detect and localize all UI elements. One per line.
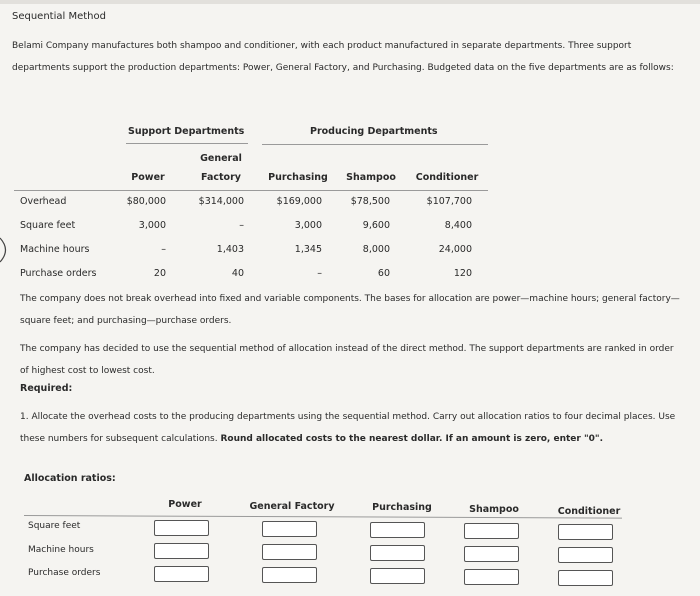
ratio-input-conditioner-machine-hours[interactable] bbox=[558, 547, 613, 563]
ratio-col-purchasing: Purchasing bbox=[372, 502, 432, 513]
cell: 60 bbox=[377, 268, 390, 279]
cell: 120 bbox=[453, 268, 472, 279]
ratio-input-conditioner-square-feet[interactable] bbox=[558, 524, 613, 540]
ratio-input-shampoo-square-feet[interactable] bbox=[464, 523, 519, 539]
support-departments-header: Support Departments bbox=[128, 126, 245, 137]
page-title: Sequential Method bbox=[12, 11, 106, 22]
cell: – bbox=[161, 244, 166, 255]
producing-rule bbox=[262, 144, 488, 145]
ratio-input-general-factory-machine-hours[interactable] bbox=[262, 544, 317, 560]
sequential-paragraph: The company has decided to use the sequential method of allocation instead of the direct method. The support departments are ranked in order of highest cost to lowest cost. bbox=[20, 344, 674, 376]
intro-paragraph: Belami Company manufactures both shampoo and conditioner, with each product manufactured in separate departments. Three support departments support the production departments: Power, General Factory, and Purchasing. Budgeted data on the five departments are as follows: bbox=[12, 41, 674, 73]
question-1-bold: Round allocated costs to the nearest dollar. If an amount is zero, enter "0". bbox=[220, 434, 604, 444]
top-bar bbox=[0, 0, 700, 4]
ratio-col-shampoo: Shampoo bbox=[469, 504, 519, 515]
col-header-power: Power bbox=[131, 172, 165, 183]
cell: – bbox=[239, 220, 244, 231]
ratio-input-shampoo-machine-hours[interactable] bbox=[464, 546, 519, 562]
question-1 bbox=[20, 406, 680, 450]
cell: – bbox=[317, 268, 322, 279]
ratio-row-purchase-orders: Purchase orders bbox=[28, 568, 101, 578]
cell: $314,000 bbox=[198, 196, 244, 207]
row-label-overhead: Overhead bbox=[20, 196, 67, 207]
ratio-input-conditioner-purchase-orders[interactable] bbox=[558, 570, 613, 586]
ratio-row-square-feet: Square feet bbox=[28, 521, 81, 531]
row-label-purchase-orders: Purchase orders bbox=[20, 268, 97, 279]
cell: 9,600 bbox=[362, 220, 390, 231]
col-header-purchasing: Purchasing bbox=[268, 172, 328, 183]
ratio-col-conditioner: Conditioner bbox=[557, 506, 621, 517]
cell: 40 bbox=[231, 268, 244, 279]
question-1-text: 1. Allocate the overhead costs to the producing departments using the sequential method. Carry out allocation ratios to four decimal places. Use these numbers for subsequent calculations. bbox=[20, 412, 676, 444]
producing-departments-header: Producing Departments bbox=[310, 126, 438, 137]
bases-paragraph: The company does not break overhead into fixed and variable components. The bases for allocation are power—machine hours; general factory—square feet; and purchasing—purchase orders. bbox=[20, 294, 680, 326]
cell: 1,403 bbox=[216, 244, 244, 255]
row-label-square-feet: Square feet bbox=[20, 220, 76, 231]
col-header-shampoo: Shampoo bbox=[346, 172, 396, 183]
ratio-input-shampoo-purchase-orders[interactable] bbox=[464, 569, 519, 585]
ratios-header-rule bbox=[24, 515, 622, 519]
ratio-row-machine-hours: Machine hours bbox=[28, 545, 94, 555]
cell: 20 bbox=[153, 268, 166, 279]
ratio-input-purchasing-purchase-orders[interactable] bbox=[370, 568, 425, 584]
ratio-input-general-factory-purchase-orders[interactable] bbox=[262, 567, 317, 583]
ratio-col-general-factory: General Factory bbox=[249, 501, 335, 512]
ratio-input-purchasing-square-feet[interactable] bbox=[370, 522, 425, 538]
cell: 24,000 bbox=[438, 244, 472, 255]
ratio-input-purchasing-machine-hours[interactable] bbox=[370, 545, 425, 561]
cell: $80,000 bbox=[126, 196, 166, 207]
ratio-input-power-square-feet[interactable] bbox=[154, 520, 209, 536]
cell: 3,000 bbox=[294, 220, 322, 231]
header-rule bbox=[14, 190, 488, 191]
cell: 8,000 bbox=[362, 244, 390, 255]
cell: $78,500 bbox=[350, 196, 390, 207]
cell: $169,000 bbox=[276, 196, 322, 207]
cell: 8,400 bbox=[444, 220, 472, 231]
required-label: Required: bbox=[20, 383, 73, 394]
ratio-input-power-machine-hours[interactable] bbox=[154, 543, 209, 559]
col-header-factory: Factory bbox=[201, 172, 241, 183]
support-rule bbox=[126, 143, 248, 144]
ratio-input-power-purchase-orders[interactable] bbox=[154, 566, 209, 582]
col-header-conditioner: Conditioner bbox=[415, 172, 479, 183]
page-curl-mark bbox=[0, 236, 12, 264]
col-header-general: General bbox=[200, 153, 242, 164]
row-label-machine-hours: Machine hours bbox=[20, 244, 90, 255]
ratio-col-power: Power bbox=[168, 499, 202, 510]
cell: 3,000 bbox=[138, 220, 166, 231]
cell: $107,700 bbox=[426, 196, 472, 207]
cell: 1,345 bbox=[294, 244, 322, 255]
ratio-input-general-factory-square-feet[interactable] bbox=[262, 521, 317, 537]
allocation-ratios-label: Allocation ratios: bbox=[24, 473, 116, 484]
